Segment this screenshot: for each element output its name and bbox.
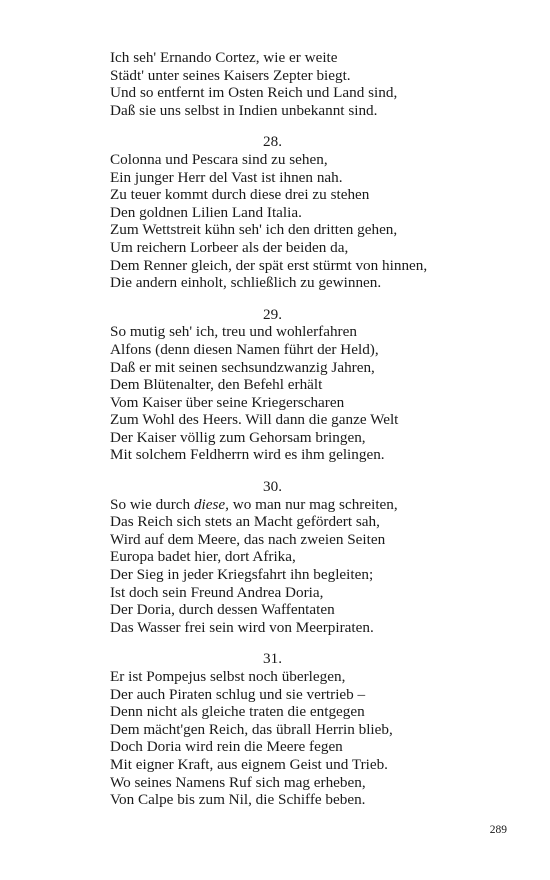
verse-line: Der Kaiser völlig zum Gehorsam bringen, (110, 428, 366, 446)
verse-line: Dem Blütenalter, den Befehl erhält (110, 376, 323, 394)
verse-line: Mit eigner Kraft, aus eignem Geist und Trieb. (110, 755, 388, 773)
verse-line: So mutig seh' ich, treu und wohlerfahren (110, 323, 357, 341)
verse-line: Dem Renner gleich, der spät erst stürmt von hinnen, (110, 256, 428, 274)
verse-text: So wie durch (110, 495, 194, 513)
verse-line: Städt' unter seines Kaisers Zepter biegt. (110, 66, 351, 84)
verse-text: wo man nur mag schreiten, (228, 495, 398, 513)
verse-line: Colonna und Pescara sind zu sehen, (110, 150, 328, 168)
stanza-28 (110, 133, 470, 291)
emphasized-word: diese, (193, 495, 229, 513)
verse-line: Zum Wohl des Heers. Will dann die ganze Welt (110, 411, 399, 429)
stanza-30 (110, 478, 470, 636)
verse-line: Der Sieg in jeder Kriegsfahrt ihn begleiten; (110, 566, 374, 584)
stanza-number: 30. (263, 478, 282, 496)
verse-line: Mit solchem Feldherrn wird es ihm gelingen. (110, 446, 385, 464)
verse-line: Der auch Piraten schlug und sie vertrieb – (110, 685, 366, 703)
verse-line-with-emphasis (110, 496, 470, 514)
verse-line: Das Wasser frei sein wird von Meerpiraten. (110, 618, 374, 636)
verse-line: Die andern einholt, schließlich zu gewinnen. (110, 274, 382, 292)
verse-line: Ich seh' Ernando Cortez, wie er weite (110, 49, 338, 66)
verse-line: Doch Doria wird rein die Meere fegen (110, 738, 343, 756)
verse-line: Der Doria, durch dessen Waffentaten (110, 601, 335, 619)
verse-line: Das Reich sich stets an Macht gefördert sah, (110, 513, 380, 531)
verse-line: Zu teuer kommt durch diese drei zu stehen (110, 186, 370, 204)
verse-line: Um reichern Lorbeer als der beiden da, (110, 238, 349, 256)
verse-line: Alfons (denn diesen Namen führt der Held), (110, 340, 379, 358)
verse-line: Wo seines Namens Ruf sich mag erheben, (110, 773, 366, 791)
verse-line: Daß sie uns selbst in Indien unbekannt sind. (110, 101, 378, 119)
verse-line: Und so entfernt im Osten Reich und Land sind, (110, 84, 398, 102)
verse-line: Europa badet hier, dort Afrika, (110, 548, 296, 566)
stanza-31 (110, 650, 470, 808)
verse-line: Er ist Pompejus selbst noch überlegen, (110, 668, 346, 685)
verse-line: Ein junger Herr del Vast ist ihnen nah. (110, 168, 343, 186)
stanza-number: 29. (263, 305, 282, 323)
page-number: 289 (489, 824, 507, 836)
stanza-number: 28. (263, 133, 282, 151)
stanza-continued (110, 49, 470, 119)
poem-text (110, 49, 470, 809)
verse-line: Von Calpe bis zum Nil, die Schiffe beben. (110, 791, 366, 809)
verse-line: Wird auf dem Meere, das nach zweien Seiten (110, 530, 386, 548)
verse-line: Zum Wettstreit kühn seh' ich den dritten gehen, (110, 221, 398, 239)
verse-line: Daß er mit seinen sechsundzwanzig Jahren, (110, 358, 375, 376)
verse-line: Dem mächt'gen Reich, das übrall Herrin blieb, (110, 720, 393, 738)
verse-line: Denn nicht als gleiche traten die entgegen (110, 703, 365, 721)
verse-line: Vom Kaiser über seine Kriegerscharen (110, 393, 345, 411)
verse-line: Ist doch sein Freund Andrea Doria, (110, 583, 324, 601)
verse-line: Den goldnen Lilien Land Italia. (110, 203, 302, 221)
stanza-number: 31. (263, 650, 282, 668)
stanza-29 (110, 306, 470, 464)
